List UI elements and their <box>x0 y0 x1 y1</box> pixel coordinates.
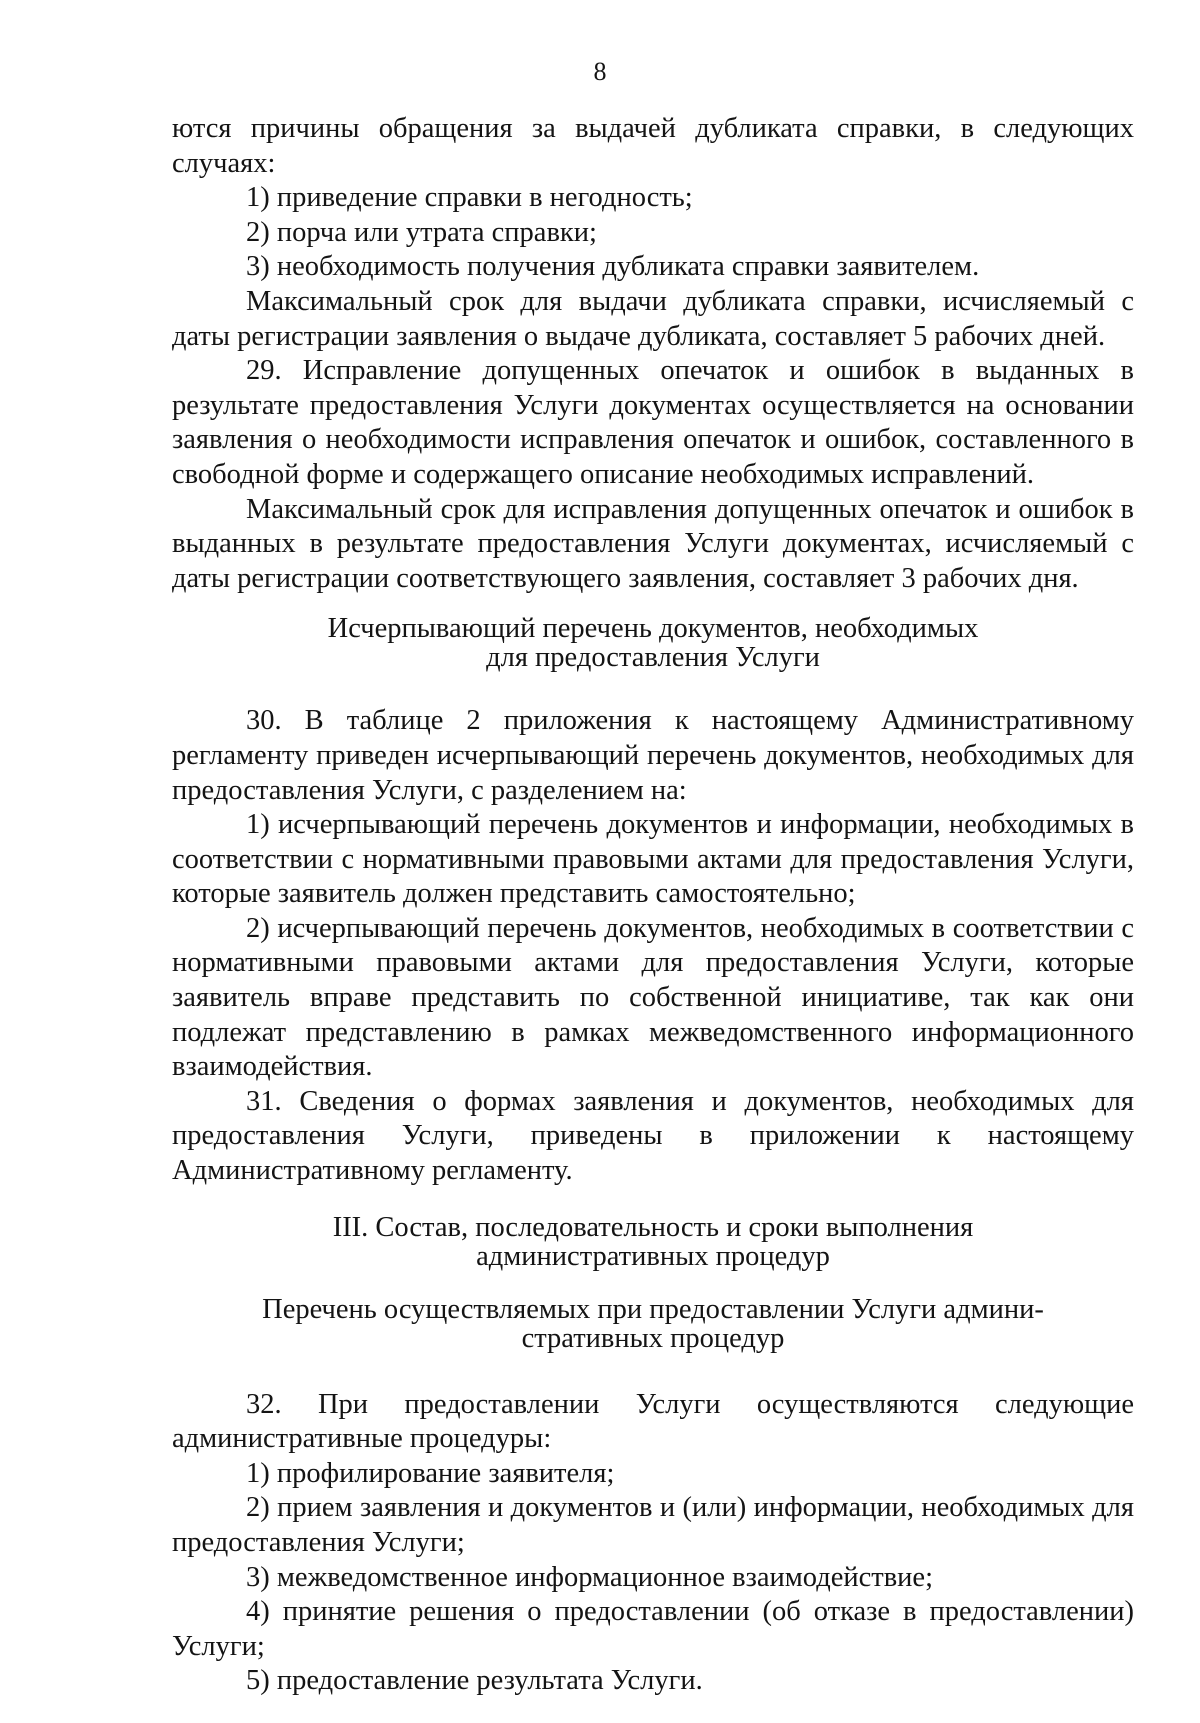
paragraph: Максимальный срок для исправления допущенных опечаток и ошибок в выданных в результате предоставления Услуги документах, исчисляемый с даты регистрации соответствующего заявления, составляет 3 рабочих дня. <box>172 493 1134 594</box>
list-item: 4) принятие решения о предоставлении (об отказе в предоставлении) Услуги; <box>172 1596 1134 1662</box>
paragraph-continuation: ются причины обращения за выдачей дубликата справки, в следующих случаях: <box>172 113 1134 179</box>
list-item: 3) необходимость получения дубликата справки заявителем. <box>246 251 980 283</box>
document-body <box>172 112 1134 1699</box>
list-item: 2) исчерпывающий перечень документов, необходимых в соответствии с нормативными правовыми актами для предоставления Услуги, которые заявитель вправе представить по собственной инициативе, так как они подлежат представлению в рамках межведомственного информационного взаимодействия. <box>172 912 1134 1083</box>
heading-line: Исчерпывающий перечень документов, необходимых <box>327 613 979 645</box>
heading-line: административных процедур <box>476 1240 830 1272</box>
list-item: 2) прием заявления и документов и (или) информации, необходимых для предоставления Услуги; <box>172 1492 1134 1558</box>
list-item: 5) предоставление результата Услуги. <box>246 1665 703 1697</box>
heading-line: Перечень осуществляемых при предоставлении Услуги админи- <box>262 1293 1044 1325</box>
paragraph-31: 31. Сведения о формах заявления и документов, необходимых для предоставления Услуги, приведены в приложении к настоящему Административному регламенту. <box>172 1085 1134 1187</box>
heading-line: для предоставления Услуги <box>486 642 820 674</box>
paragraph: Максимальный срок для выдачи дубликата справки, исчисляемый с даты регистрации заявления о выдаче дубликата, составляет 5 рабочих дней. <box>172 285 1134 352</box>
paragraph-29: 29. Исправление допущенных опечаток и ошибок в выданных в результате предоставления Услуги документах осуществляется на основании заявления о необходимости исправления опечаток и ошибок, составленного в свободной форме и содержащего описание необходимых исправлений. <box>172 355 1134 490</box>
list-item: 3) межведомственное информационное взаимодействие; <box>246 1561 933 1593</box>
section-heading-documents <box>172 614 1134 672</box>
list-item: 2) порча или утрата справки; <box>246 216 597 248</box>
heading-line: стративных процедур <box>521 1322 785 1354</box>
list-item: 1) исчерпывающий перечень документов и информации, необходимых в соответствии с нормативными правовыми актами для предоставления Услуги, которые заявитель должен представить самостоятельно; <box>172 809 1134 910</box>
page-number: 8 <box>593 57 607 86</box>
list-item: 1) приведение справки в негодность; <box>246 182 693 214</box>
paragraph-30: 30. В таблице 2 приложения к настоящему Административному регламенту приведен исчерпывающий перечень документов, необходимых для предоставления Услуги, с разделением на: <box>172 705 1134 806</box>
heading-line: III. Состав, последовательность и сроки выполнения <box>332 1211 974 1243</box>
chapter-heading-iii <box>172 1213 1134 1271</box>
list-item: 1) профилирование заявителя; <box>246 1457 615 1489</box>
paragraph-32: 32. При предоставлении Услуги осуществляются следующие административные процедуры: <box>172 1388 1134 1455</box>
section-heading-procedures <box>172 1295 1134 1353</box>
